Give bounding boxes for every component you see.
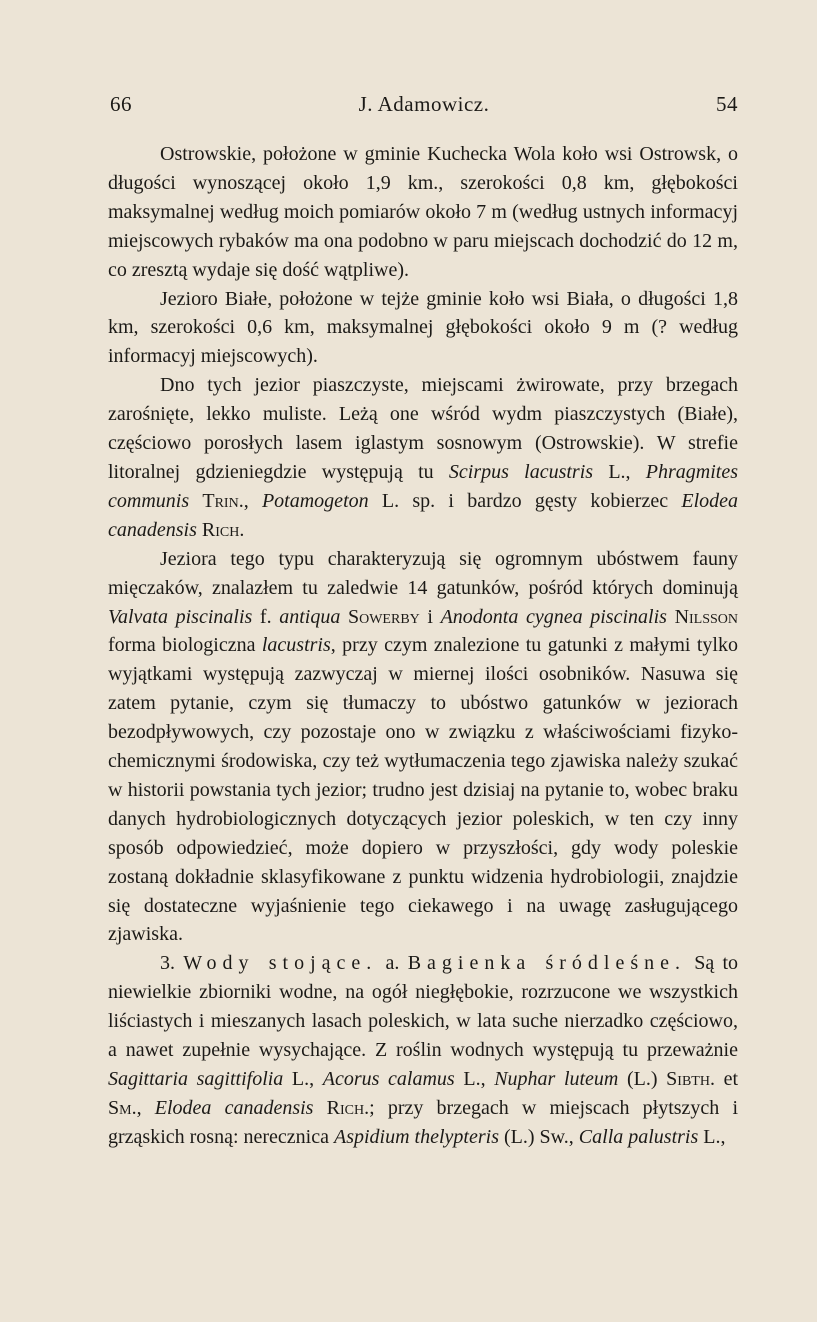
species-name: Elodea canadensis <box>154 1096 314 1119</box>
section-number: 3. <box>160 952 175 975</box>
text-run: L., <box>283 1068 323 1090</box>
text-run: et <box>714 1068 739 1090</box>
subsection-letter: a. <box>385 952 400 975</box>
species-name: Anodonta cygnea piscinalis <box>440 605 667 628</box>
text-run: , <box>136 1096 155 1119</box>
species-name: Nuphar luteum <box>494 1068 619 1090</box>
text-run <box>667 606 675 628</box>
species-name: lacustris <box>261 634 331 657</box>
text-run: L., <box>698 1125 726 1148</box>
author-name: Sibth. <box>666 1068 715 1090</box>
running-head: J. Adamowicz. <box>358 92 490 116</box>
text-run: L. sp. i bardzo gęsty kobierzec <box>368 489 682 512</box>
text-run: , przy czym znalezione tu gatunki z małymi tylko wyjątkami występują zazwyczaj w miernej ilości osobników. Nasuwa się zatem pytanie, czym się tłumaczy to ubóstwo gatunków w jeziorach bezodpływowych, czy pozostaje ono w związku z właściwościami fizyko-chemicznymi środowiska, czy też wytłumaczenia tego zjawiska należy szukać w historii powstania tych jezior; trudno jest dzisiaj na pytanie to, wobec braku danych hydrobiologicznych dotyczących jezior poleskich, w ten czy inny sposób odpowiedzieć, może dopiero w przyszłości, gdy wody poleskie zostaną dokładnie sklasyfikowane z punktu widzenia hydrobiologii, znajdzie się dostateczne wyjaśnienie tego ciekawego i na uwagę zasługującego zjawiska. <box>108 634 738 946</box>
author-name: Trin. <box>202 489 244 512</box>
section-heading: Wody stojące. <box>183 952 378 975</box>
species-name: antiqua <box>279 605 341 628</box>
text-run: ; przy brzegach w miejscach płytszych i grząskich rosną: nerecznica <box>108 1096 739 1148</box>
author-name: Nilsson <box>674 605 739 628</box>
subsection-heading: Bagienka śródleśne. <box>407 952 686 975</box>
species-name: Potamogeton <box>261 489 369 512</box>
text-run: Jeziora tego typu charakteryzują się ogromnym ubóstwem fauny mięczaków, znalazłem tu zaledwie 14 gatunków, pośród których dominują <box>108 547 738 599</box>
text-run: (L.) Sw., <box>498 1125 579 1148</box>
species-name: Sagittaria sagittifolia <box>108 1068 284 1090</box>
author-name: Sowerby <box>347 605 420 628</box>
paragraph-jeziora-tego-typu <box>108 545 738 950</box>
text-run: i <box>419 605 441 628</box>
species-name: Calla palustris <box>578 1125 699 1148</box>
species-name: Acorus calamus <box>322 1068 455 1090</box>
text-run <box>340 606 348 628</box>
species-name: Elodea canadensis <box>108 489 739 541</box>
species-name: Phragmites communis <box>108 460 738 512</box>
text-run: L., <box>454 1068 495 1090</box>
page-number-left: 66 <box>110 92 132 116</box>
species-name: Valvata piscinalis <box>108 605 253 628</box>
text-run <box>313 1097 326 1119</box>
body-text <box>108 140 738 1152</box>
paragraph-jezioro-biale: Jezioro Białe, położone w tejże gminie koło wsi Biała, o długości 1,8 km, szerokości 0,6 km, maksymalnej głębokości około 9 m (? według informacyj miejscowych). <box>108 287 738 368</box>
text-run: Dno tych jezior piaszczyste, miejscami żwirowate, przy brzegach zarośnięte, lekko muliste. Leżą one wśród wydm piaszczystych (Białe), częściowo porosłych lasem iglastym sosnowym (Ostrowskie). W strefie litoralnej gdzieniegdzie występują tu <box>108 374 738 483</box>
text-run: Są to niewielkie zbiorniki wodne, na ogół niegłębokie, rozrzucone we wszystkich liściastych i mieszanych lasach poleskich, w lata suche nierzadko częściowo, a nawet zupełnie wysychające. Z roślin wodnych występują tu przeważnie <box>108 952 739 1062</box>
text-run: forma biologiczna <box>108 634 262 657</box>
paragraph-dno <box>108 371 738 544</box>
author-name: Rich. <box>201 518 245 541</box>
page-header <box>110 92 738 122</box>
author-name: Sm. <box>108 1096 137 1119</box>
author-name: Rich. <box>326 1096 370 1119</box>
text-run <box>189 490 202 512</box>
page-number-right: 54 <box>716 92 738 116</box>
text-run: , <box>243 489 262 512</box>
species-name: Scirpus lacustris <box>448 460 594 483</box>
paragraph-wody-stojace <box>108 949 738 1151</box>
text-run: L., <box>593 460 646 483</box>
text-run: f. <box>252 605 280 628</box>
paragraph-ostrowskie: Ostrowskie, położone w gminie Kuchecka Wola koło wsi Ostrowsk, o długości wynoszącej około 1,9 km., szerokości 0,8 km, głębokości maksymalnej według moich pomiarów około 7 m (według ustnych informacyj miejscowych rybaków ma ona podobno w paru miejscach dochodzić do 12 m, co zresztą wydaje się dość wątpliwe). <box>108 143 738 281</box>
species-name: Aspidium thelypteris <box>334 1125 499 1148</box>
text-run: (L.) <box>618 1068 667 1090</box>
